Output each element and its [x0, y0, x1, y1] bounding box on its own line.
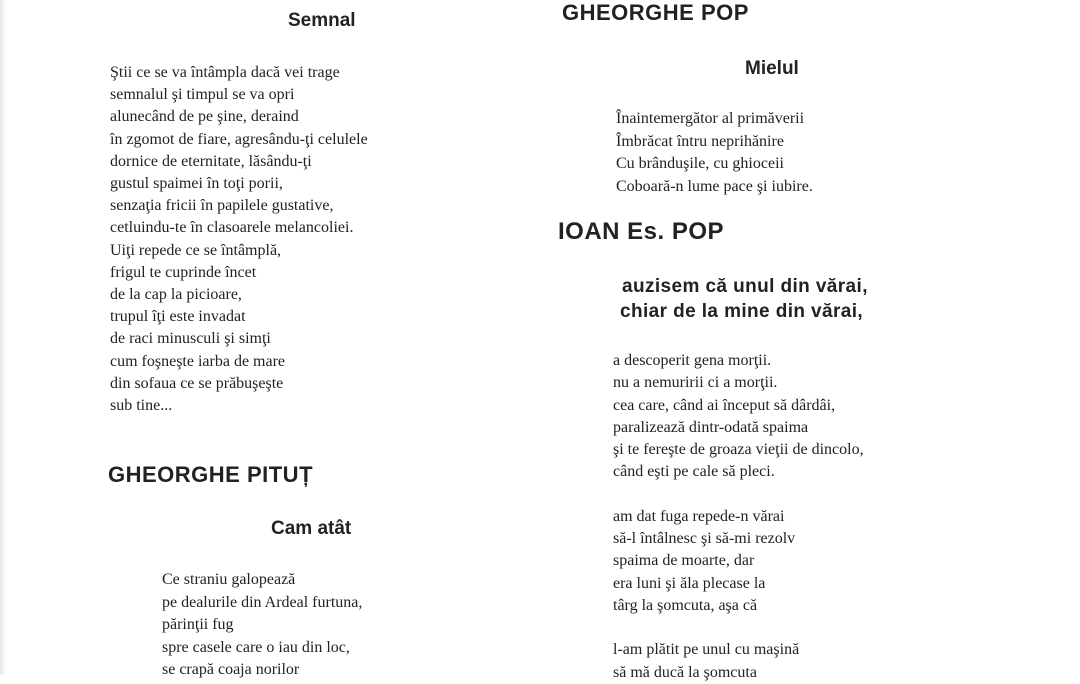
- poem-line: sub tine...: [110, 397, 173, 415]
- poem-line: Uiţi repede ce se întâmplă,: [110, 241, 282, 259]
- poem-line: de raci minusculi şi simţi: [110, 330, 271, 348]
- poem-line: de la cap la picioare,: [110, 286, 242, 304]
- poem-line: să-l întâlnesc şi să-mi rezolv: [613, 530, 796, 548]
- right-column: [540, 0, 1080, 681]
- poem-title-cam-atat: Cam atât: [271, 518, 352, 539]
- poem-line: cea care, când ai început să dârdâi,: [613, 396, 836, 414]
- poem-line: Înaintemergător al primăverii: [616, 110, 805, 127]
- poem-line: l-am plătit pe unul cu maşină: [613, 641, 800, 659]
- poem-line: când eşti pe cale să pleci.: [613, 463, 775, 481]
- poem-line: Ştii ce se va întâmpla dacă vei trage: [110, 64, 340, 81]
- poem-title-mielul: Mielul: [745, 58, 799, 79]
- poem-line: se crapă coaja norilor: [162, 661, 300, 678]
- poem-line: cetluindu-te în clasoarele melancoliei.: [110, 219, 354, 237]
- poem-cam-atat: [162, 569, 362, 682]
- poem-stanza: [613, 639, 864, 684]
- poem-line: dornice de eternitate, lăsându-ţi: [110, 152, 312, 170]
- poem-line: paralizează dintr-odată spaima: [613, 418, 809, 436]
- poem-semnal: [110, 62, 368, 417]
- poem-line: trupul îţi este invadat: [110, 308, 246, 326]
- poem-line: în zgomot de fiare, agresându-ţi celulele: [110, 130, 368, 148]
- poem-line: senzaţia fricii în papilele gustative,: [110, 197, 334, 215]
- poem-title-line: chiar de la mine din vărai,: [620, 301, 864, 322]
- author-heading-ioan-es-pop: IOAN Es. POP: [558, 218, 725, 245]
- poem-line: spaima de moarte, dar: [613, 552, 755, 570]
- poem-line: era luni şi ăla plecase la: [613, 574, 766, 592]
- poem-line: târg la şomcuta, aşa că: [613, 596, 758, 614]
- poem-line: Ce straniu galopează: [162, 571, 296, 588]
- poem-line: părinţii fug: [162, 616, 234, 633]
- poem-title-semnal: Semnal: [288, 10, 356, 31]
- poem-mielul: [616, 108, 813, 198]
- poem-stanza: [613, 506, 864, 617]
- poem-line: alunecând de pe şine, deraind: [110, 108, 299, 126]
- poem-line: am dat fuga repede-n vărai: [613, 507, 785, 525]
- poem-stanza: [613, 350, 864, 484]
- poem-auzisem: [613, 350, 864, 684]
- poem-line: Îmbrăcat întru neprihănire: [616, 132, 784, 150]
- author-heading-gheorghe-pop: GHEORGHE POP: [562, 0, 749, 25]
- poem-line: gustul spaimei în toţi porii,: [110, 175, 283, 193]
- poem-line: Coboară-n lume pace şi iubire.: [616, 177, 813, 195]
- poem-line: semnalul şi timpul se va opri: [110, 86, 295, 104]
- poem-line: pe dealurile din Ardeal furtuna,: [162, 593, 363, 611]
- poem-line: Cu brânduşile, cu ghioceii: [616, 155, 784, 172]
- poem-line: şi te fereşte de groaza vieţii de dincolo,: [613, 441, 864, 459]
- poem-title-auzisem: [622, 274, 868, 324]
- poem-line: din sofaua ce se prăbuşeşte: [110, 374, 284, 392]
- poem-line: să mă ducă la şomcuta: [613, 663, 757, 681]
- poem-line: spre casele care o iau din loc,: [162, 638, 350, 656]
- left-column: [0, 0, 540, 678]
- poem-line: cum foşneşte iarba de mare: [110, 352, 286, 370]
- poem-line: nu a nemuririi ci a morţii.: [613, 374, 778, 392]
- author-heading-pitut: GHEORGHE PITUȚ: [108, 462, 314, 487]
- poem-title-line: auzisem că unul din vărai,: [622, 276, 868, 297]
- poem-line: a descoperit gena morţii.: [613, 352, 772, 369]
- poem-line: frigul te cuprinde încet: [110, 263, 257, 281]
